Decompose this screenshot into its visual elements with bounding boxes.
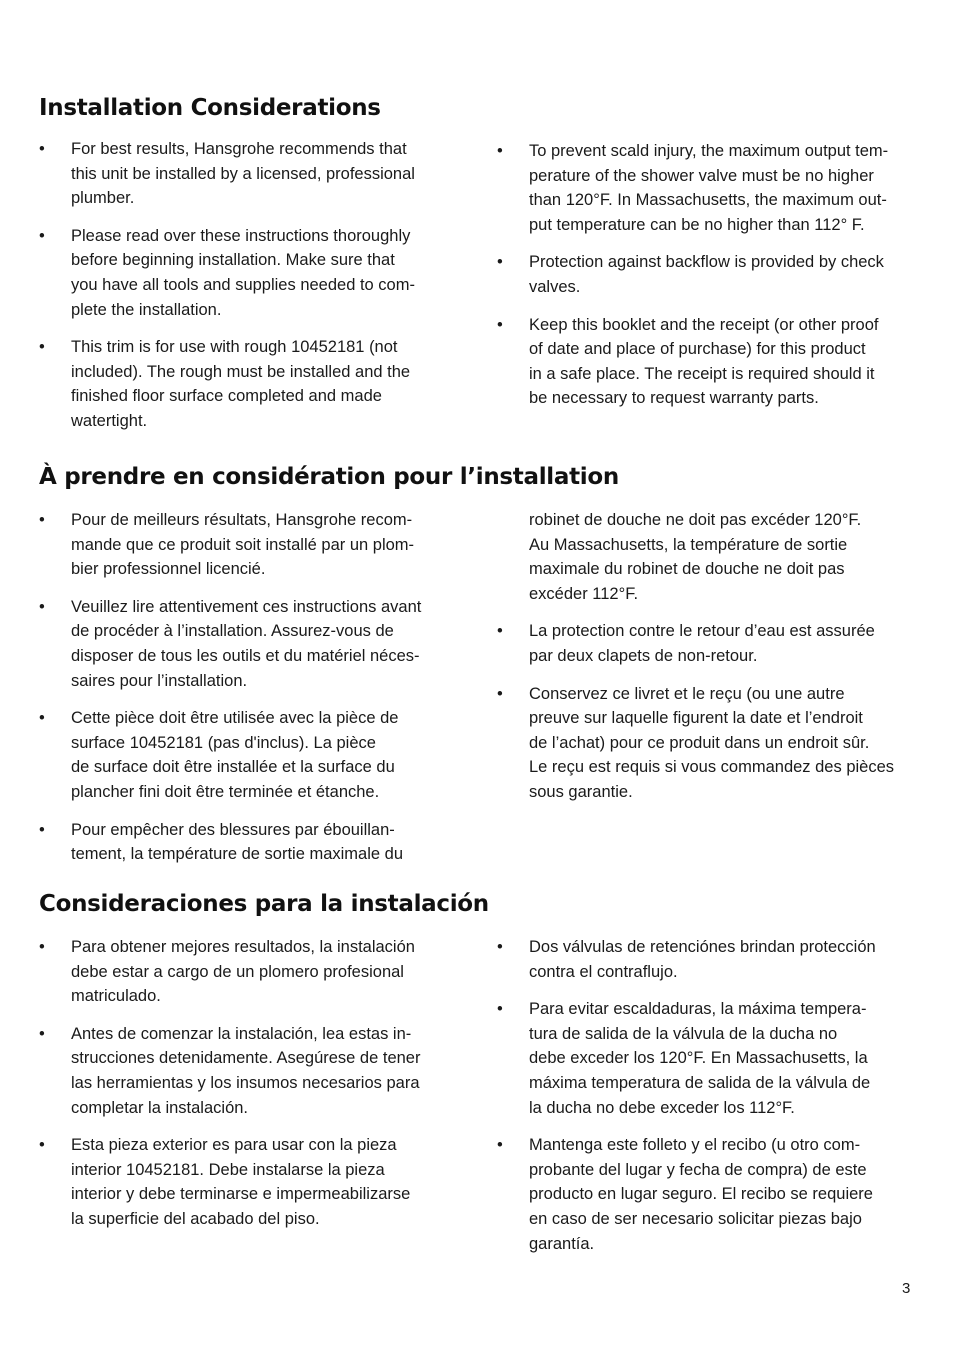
list-item (39, 706, 449, 804)
list-item (39, 508, 449, 582)
bullet: • (497, 253, 503, 272)
list-item (39, 1133, 449, 1231)
list-item (39, 224, 449, 322)
list-item (497, 619, 917, 668)
spanish-right-column (497, 935, 917, 1269)
list-item (497, 250, 917, 299)
list-item (39, 935, 449, 1009)
list-item-text: This trim is for use with rough 10452181 (not included). The rough must be installed and the finished floor surface completed and made watertight. (71, 338, 411, 430)
bullet: • (497, 684, 503, 703)
section-heading-spanish: Consideraciones para la instalación (39, 891, 489, 917)
bullet: • (497, 938, 503, 956)
bullet: • (497, 142, 503, 160)
bullet: • (497, 622, 503, 641)
list-item-text: robinet de douche ne doit pas excéder 120°F. Au Massachusetts, la température de sortie maximale du robinet de douche ne doit pas excéder 112°F. (529, 511, 862, 603)
list-item-text: Para obtener mejores resultados, la instalación debe estar a cargo de un plomero profesional matriculado. (71, 938, 415, 1006)
french-right-column (497, 508, 917, 818)
bullet: • (39, 820, 45, 839)
list-item-text: La protection contre le retour d’eau est assurée par deux clapets de non-retour. (529, 622, 875, 665)
list-item-text: To prevent scald injury, the maximum output tem- perature of the shower valve must be no higher than 120°F. In Massachusetts, the maximum out- put temperature can be no higher than 112° F. (529, 142, 889, 234)
bullet: • (39, 1024, 45, 1043)
list-item-text: Veuillez lire attentivement ces instructions avant de procéder à l’installation. Assurez-vous de disposer de tous les outils et du matériel néces- saires pour l’installation. (71, 597, 422, 690)
section-heading-french: À prendre en considération pour l’installation (39, 464, 619, 490)
list-item (39, 137, 449, 211)
page-number: 3 (902, 1280, 911, 1297)
bullet: • (39, 338, 45, 357)
list-item-continuation (497, 508, 917, 606)
bullet: • (497, 1000, 503, 1019)
list-item-text: Mantenga este folleto y el recibo (u otro com- probante del lugar y fecha de compra) de este producto en lugar seguro. El recibo se requiere en caso de ser necesario solicitar piezas bajo garantía. (529, 1136, 873, 1253)
list-item (497, 682, 917, 805)
list-item-text: Antes de comenzar la instalación, lea estas in- strucciones detenidamente. Asegúrese de tener las herramientas y los insumos necesarios para completar la instalación. (71, 1024, 421, 1117)
list-item-text: Keep this booklet and the receipt (or other proof of date and place of purchase) for this product in a safe place. The receipt is required should it be necessary to request warranty parts. (529, 315, 879, 408)
list-item-text: Para evitar escaldaduras, la máxima tempera- tura de salida de la válvula de la ducha no debe exceder los 120°F. En Massachusetts, la máxima temperatura de salida de la válvula de la ducha no debe exceder los 112°F. (529, 1000, 871, 1117)
list-item (497, 139, 917, 237)
list-item-text: Protection against backflow is provided by check valves. (529, 253, 884, 296)
list-item-text: Dos válvulas de retenciónes brindan protección contra el contraflujo. (529, 938, 876, 981)
bullet: • (497, 1136, 503, 1155)
bullet: • (39, 511, 45, 529)
list-item (497, 935, 917, 984)
list-item-text: Pour empêcher des blessures par ébouillan- tement, la température de sortie maximale du (71, 820, 403, 864)
english-left-column (39, 137, 449, 447)
list-item-text: Please read over these instructions thoroughly before beginning installation. Make sure that you have all tools and supplies needed to com- plete the installation. (71, 226, 415, 319)
list-item (497, 1133, 917, 1256)
bullet: • (39, 140, 45, 158)
list-item (39, 818, 449, 867)
list-item-text: Pour de meilleurs résultats, Hansgrohe recom- mande que ce produit soit installé par un plom- bier professionnel licencié. (71, 511, 415, 579)
list-item (39, 335, 449, 433)
bullet: • (497, 315, 503, 334)
bullet: • (39, 226, 45, 245)
list-item-text: Esta pieza exterior es para usar con la pieza interior 10452181. Debe instalarse la pieza interior y debe terminarse e impermeabilizarse la superficie del acabado del piso. (71, 1136, 411, 1228)
bullet: • (39, 938, 45, 956)
english-right-column (497, 139, 917, 424)
list-item (39, 595, 449, 693)
bullet: • (39, 1136, 45, 1155)
list-item (497, 997, 917, 1120)
list-item-text: Cette pièce doit être utilisée avec la pièce de surface 10452181 (pas d'inclus). La pièce de surface doit être installée et la surface du plancher fini doit être terminée et étanche. (71, 709, 399, 801)
french-left-column (39, 508, 449, 880)
spanish-left-column (39, 935, 449, 1245)
bullet: • (39, 709, 45, 728)
list-item-text: For best results, Hansgrohe recommends that this unit be installed by a licensed, professional plumber. (71, 140, 415, 208)
list-item (39, 1022, 449, 1120)
bullet: • (39, 597, 45, 616)
list-item (497, 313, 917, 411)
section-heading-english: Installation Considerations (39, 95, 381, 121)
list-item-text: Conservez ce livret et le reçu (ou une autre preuve sur laquelle figurent la date et l’endroit de l’achat) pour ce produit dans un endroit sûr. Le reçu est requis si vous commandez des pièces sous garantie. (529, 684, 895, 801)
